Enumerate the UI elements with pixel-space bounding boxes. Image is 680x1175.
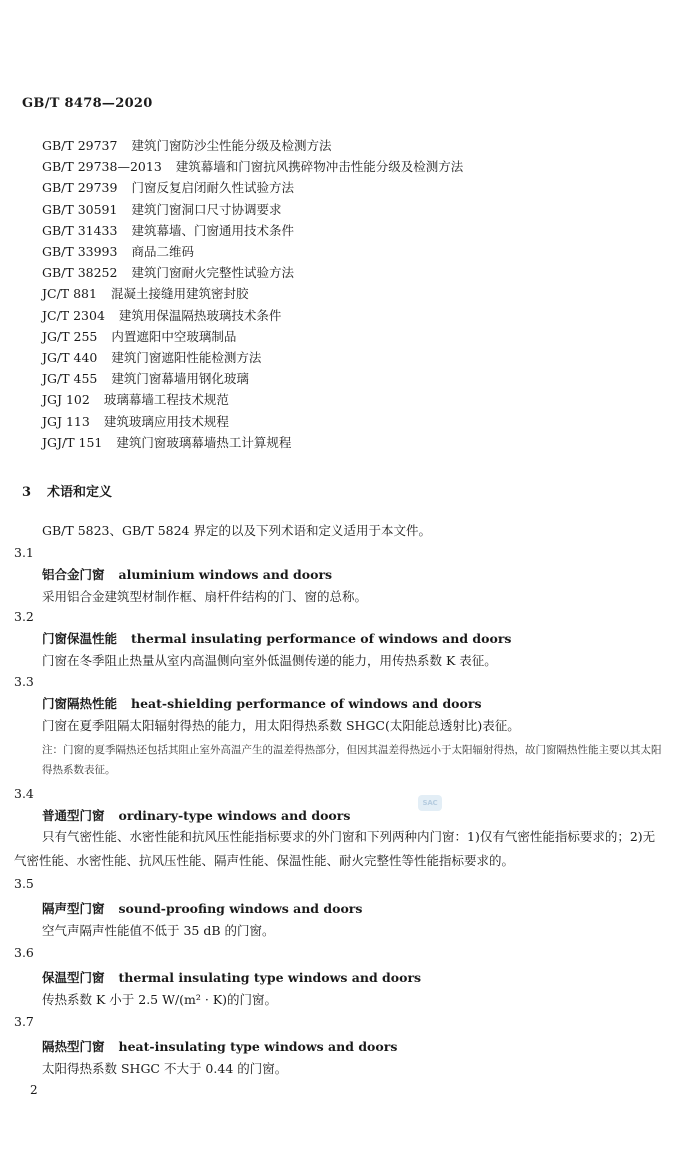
term-en: thermal insulating performance of windows and doors	[131, 631, 512, 646]
reference-title: 门窗反复启闭耐久性试验方法	[131, 180, 294, 196]
reference-title: 内置遮阳中空玻璃制品	[111, 328, 237, 344]
section-title: 术语和定义	[47, 485, 113, 500]
term-en: heat-insulating type windows and doors	[118, 1039, 398, 1054]
reference-item	[42, 414, 229, 430]
reference-code: JG/T 455	[42, 371, 98, 387]
standard-header: GB/T 8478—2020	[22, 96, 153, 111]
reference-title: 建筑幕墙、门窗通用技术条件	[131, 222, 294, 238]
reference-title: 建筑门窗洞口尺寸协调要求	[131, 201, 282, 217]
reference-item	[42, 435, 291, 451]
watermark-logo: SAC	[418, 795, 442, 811]
term-note: 注：门窗的夏季隔热还包括其阻止室外高温产生的温差得热部分，但因其温差得热远小于太阳辐射得热，故门窗隔热性能主要以其太阳得热系数表征。	[42, 744, 662, 776]
reference-code: GB/T 38252	[42, 265, 118, 281]
term-en: sound-proofing windows and doors	[118, 901, 363, 916]
term-definition: 空气声隔声性能值不低于 35 dB 的门窗。	[42, 923, 275, 938]
reference-code: JGJ 113	[42, 413, 90, 429]
reference-title: 建筑门窗遮阳性能检测方法	[111, 350, 262, 365]
page-number: 2	[30, 1083, 38, 1097]
reference-item	[42, 138, 331, 154]
term-en: heat-shielding performance of windows and doors	[131, 696, 482, 711]
reference-code: GB/T 29738—2013	[42, 159, 162, 175]
term-cn: 隔声型门窗	[42, 901, 105, 916]
reference-title: 建筑门窗玻璃幕墙热工计算规程	[116, 434, 292, 450]
section-number: 3	[22, 485, 32, 500]
reference-code: JGJ 102	[42, 392, 90, 408]
term-definition: 传热系数 K 小于 2.5 W/(m² · K)的门窗。	[42, 992, 278, 1007]
reference-item	[42, 350, 261, 366]
term-cn: 隔热型门窗	[42, 1039, 105, 1054]
reference-title: 建筑门窗幕墙用钢化玻璃	[111, 371, 249, 387]
term-cn: 门窗保温性能	[42, 631, 118, 646]
term-cn: 门窗隔热性能	[42, 696, 118, 711]
reference-title: 建筑玻璃应用技术规程	[103, 413, 229, 429]
term-definition: 太阳得热系数 SHGC 不大于 0.44 的门窗。	[42, 1061, 288, 1076]
term-cn: 铝合金门窗	[42, 567, 105, 582]
term-number: 3.1	[14, 545, 34, 560]
term-number: 3.5	[14, 876, 34, 891]
reference-code: GB/T 29739	[42, 180, 118, 196]
reference-item	[42, 159, 463, 175]
term-heading	[42, 1037, 397, 1055]
reference-title: 商品二维码	[131, 244, 194, 259]
reference-item	[42, 265, 294, 281]
term-number: 3.4	[14, 786, 34, 801]
reference-title: 建筑门窗耐火完整性试验方法	[131, 265, 294, 281]
reference-code: GB/T 30591	[42, 201, 118, 217]
reference-code: JC/T 2304	[42, 307, 105, 323]
term-heading	[42, 629, 511, 647]
reference-title: 玻璃幕墙工程技术规范	[103, 392, 229, 408]
term-heading	[42, 968, 421, 986]
reference-code: GB/T 31433	[42, 222, 118, 238]
reference-code: JGJ/T 151	[42, 434, 103, 450]
term-cn: 保温型门窗	[42, 970, 105, 985]
term-number: 3.7	[14, 1014, 34, 1029]
term-en: aluminium windows and doors	[118, 567, 333, 582]
term-heading	[42, 899, 362, 917]
reference-title: 建筑用保温隔热玻璃技术条件	[118, 307, 282, 323]
section-intro: GB/T 5823、GB/T 5824 界定的以及下列术语和定义适用于本文件。	[42, 523, 431, 538]
section-heading	[22, 481, 112, 500]
reference-item	[42, 371, 249, 387]
term-definition: 门窗在冬季阻止热量从室内高温侧向室外低温侧传递的能力，用传热系数 K 表征。	[42, 653, 497, 668]
reference-code: GB/T 29737	[42, 138, 118, 153]
reference-code: JG/T 255	[42, 328, 98, 344]
term-heading	[42, 806, 350, 824]
term-en: ordinary-type windows and doors	[118, 808, 351, 823]
reference-title: 建筑幕墙和门窗抗风携碎物冲击性能分级及检测方法	[175, 159, 464, 175]
reference-code: JC/T 881	[42, 286, 97, 302]
reference-item	[42, 180, 294, 196]
reference-item	[42, 308, 281, 324]
term-definition: 采用铝合金建筑型材制作框、扇杆件结构的门、窗的总称。	[42, 589, 368, 604]
reference-item	[42, 223, 294, 239]
term-number: 3.3	[14, 674, 34, 689]
term-definition: 门窗在夏季阻隔太阳辐射得热的能力，用太阳得热系数 SHGC(太阳能总透射比)表征。	[42, 718, 520, 733]
reference-item	[42, 202, 281, 218]
reference-title: 建筑门窗防沙尘性能分级及检测方法	[131, 138, 332, 153]
reference-item	[42, 392, 229, 408]
reference-code: GB/T 33993	[42, 244, 118, 259]
reference-code: JG/T 440	[42, 350, 98, 365]
term-en: thermal insulating type windows and doors	[118, 970, 422, 985]
reference-item	[42, 286, 248, 302]
term-cn: 普通型门窗	[42, 808, 105, 823]
reference-item	[42, 329, 236, 345]
reference-title: 混凝土接缝用建筑密封胶	[110, 286, 249, 302]
term-definition: 只有气密性能、水密性能和抗风压性能指标要求的外门窗和下列两种内门窗：1)仅有气密性能指标要求的；2)无气密性能、水密性能、抗风压性能、隔声性能、保温性能、耐火完整性等性能指标要求的。	[14, 829, 656, 868]
term-number: 3.6	[14, 945, 34, 960]
term-heading	[42, 694, 481, 712]
term-heading	[42, 565, 332, 583]
reference-item	[42, 244, 194, 260]
term-number: 3.2	[14, 609, 34, 624]
